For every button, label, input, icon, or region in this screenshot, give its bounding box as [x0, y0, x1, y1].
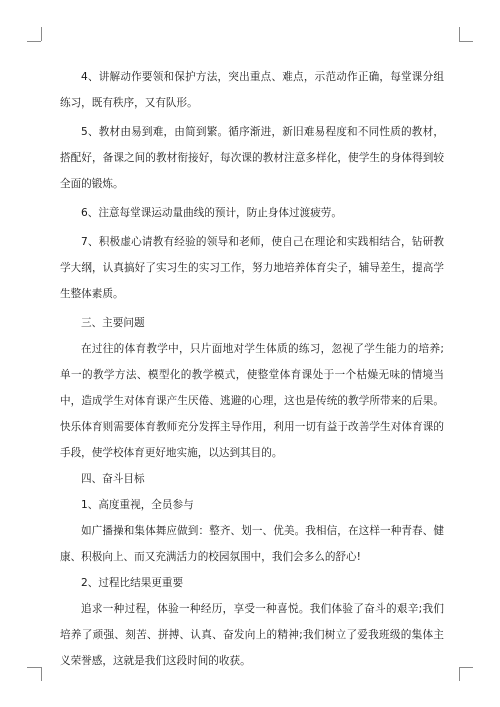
crop-mark-top-right	[459, 27, 460, 41]
crop-mark-bottom-right	[459, 667, 473, 668]
paragraph-problems: 在过往的体育教学中，只片面地对学生体质的练习，忽视了学生能力的培养;单一的教学方法、模型化的教学模式，使整堂体育课处于一个枯燥无味的情境当中，造成学生对体育课产生厌倦、逃避的心理，这也是传统的教学所带来的后果。快乐体育则需要体育教师充分发挥主导作用，利用一切有益于改善学生对体育课的手段，使学校体育更好地实施，以达到其目的。	[60, 343, 444, 459]
crop-mark-bottom-left	[27, 667, 41, 668]
subheading-goal-1: 1、高度重视，全员参与	[81, 499, 194, 511]
crop-mark-top-left	[27, 41, 41, 42]
subheading-goal-2: 2、过程比结果更重要	[81, 577, 184, 589]
paragraph-item-6: 6、注意每堂课运动量曲线的预计，防止身体过渡疲劳。	[81, 207, 342, 219]
crop-mark-top-right	[459, 41, 473, 42]
crop-mark-top-left	[41, 27, 42, 41]
crop-mark-bottom-left	[41, 667, 42, 681]
paragraph-item-5: 5、教材由易到难，由简到繁。循序渐进，新旧难易程度和不同性质的教材，搭配好，备课之间的教材衔接好，每次课的教材注意多样化，使学生的身体得到较全面的锻炼。	[60, 126, 444, 190]
paragraph-goal-1: 如广播操和集体舞应做到：整齐、划一、优美。我相信，在这样一种青春、健康、积极向上、而又充满活力的校园氛围中，我们会多么的舒心!	[60, 525, 444, 563]
section-heading-problems: 三、主要问题	[81, 317, 145, 329]
document-body	[60, 64, 444, 674]
crop-mark-bottom-right	[459, 667, 460, 681]
paragraph-goal-2: 追求一种过程，体验一种经历，享受一种喜悦。我们体验了奋斗的艰辛;我们培养了顽强、刻苦、拼搏、认真、奋发向上的精神;我们树立了爱我班级的集体主义荣誉感，这就是我们这段时间的收获。	[60, 603, 444, 667]
section-heading-goals: 四、奋斗目标	[81, 473, 145, 485]
paragraph-item-7: 7、积极虚心请教有经验的领导和老师，使自己在理论和实践相结合，钻研教学大纲，认真搞好了实习生的实习工作，努力地培养体育尖子，辅导差生，提高学生整体素质。	[60, 236, 444, 300]
paragraph-item-4: 4、讲解动作要领和保护方法，突出重点、难点，示范动作正确，每堂课分组练习，既有秩序，又有队形。	[60, 71, 444, 109]
